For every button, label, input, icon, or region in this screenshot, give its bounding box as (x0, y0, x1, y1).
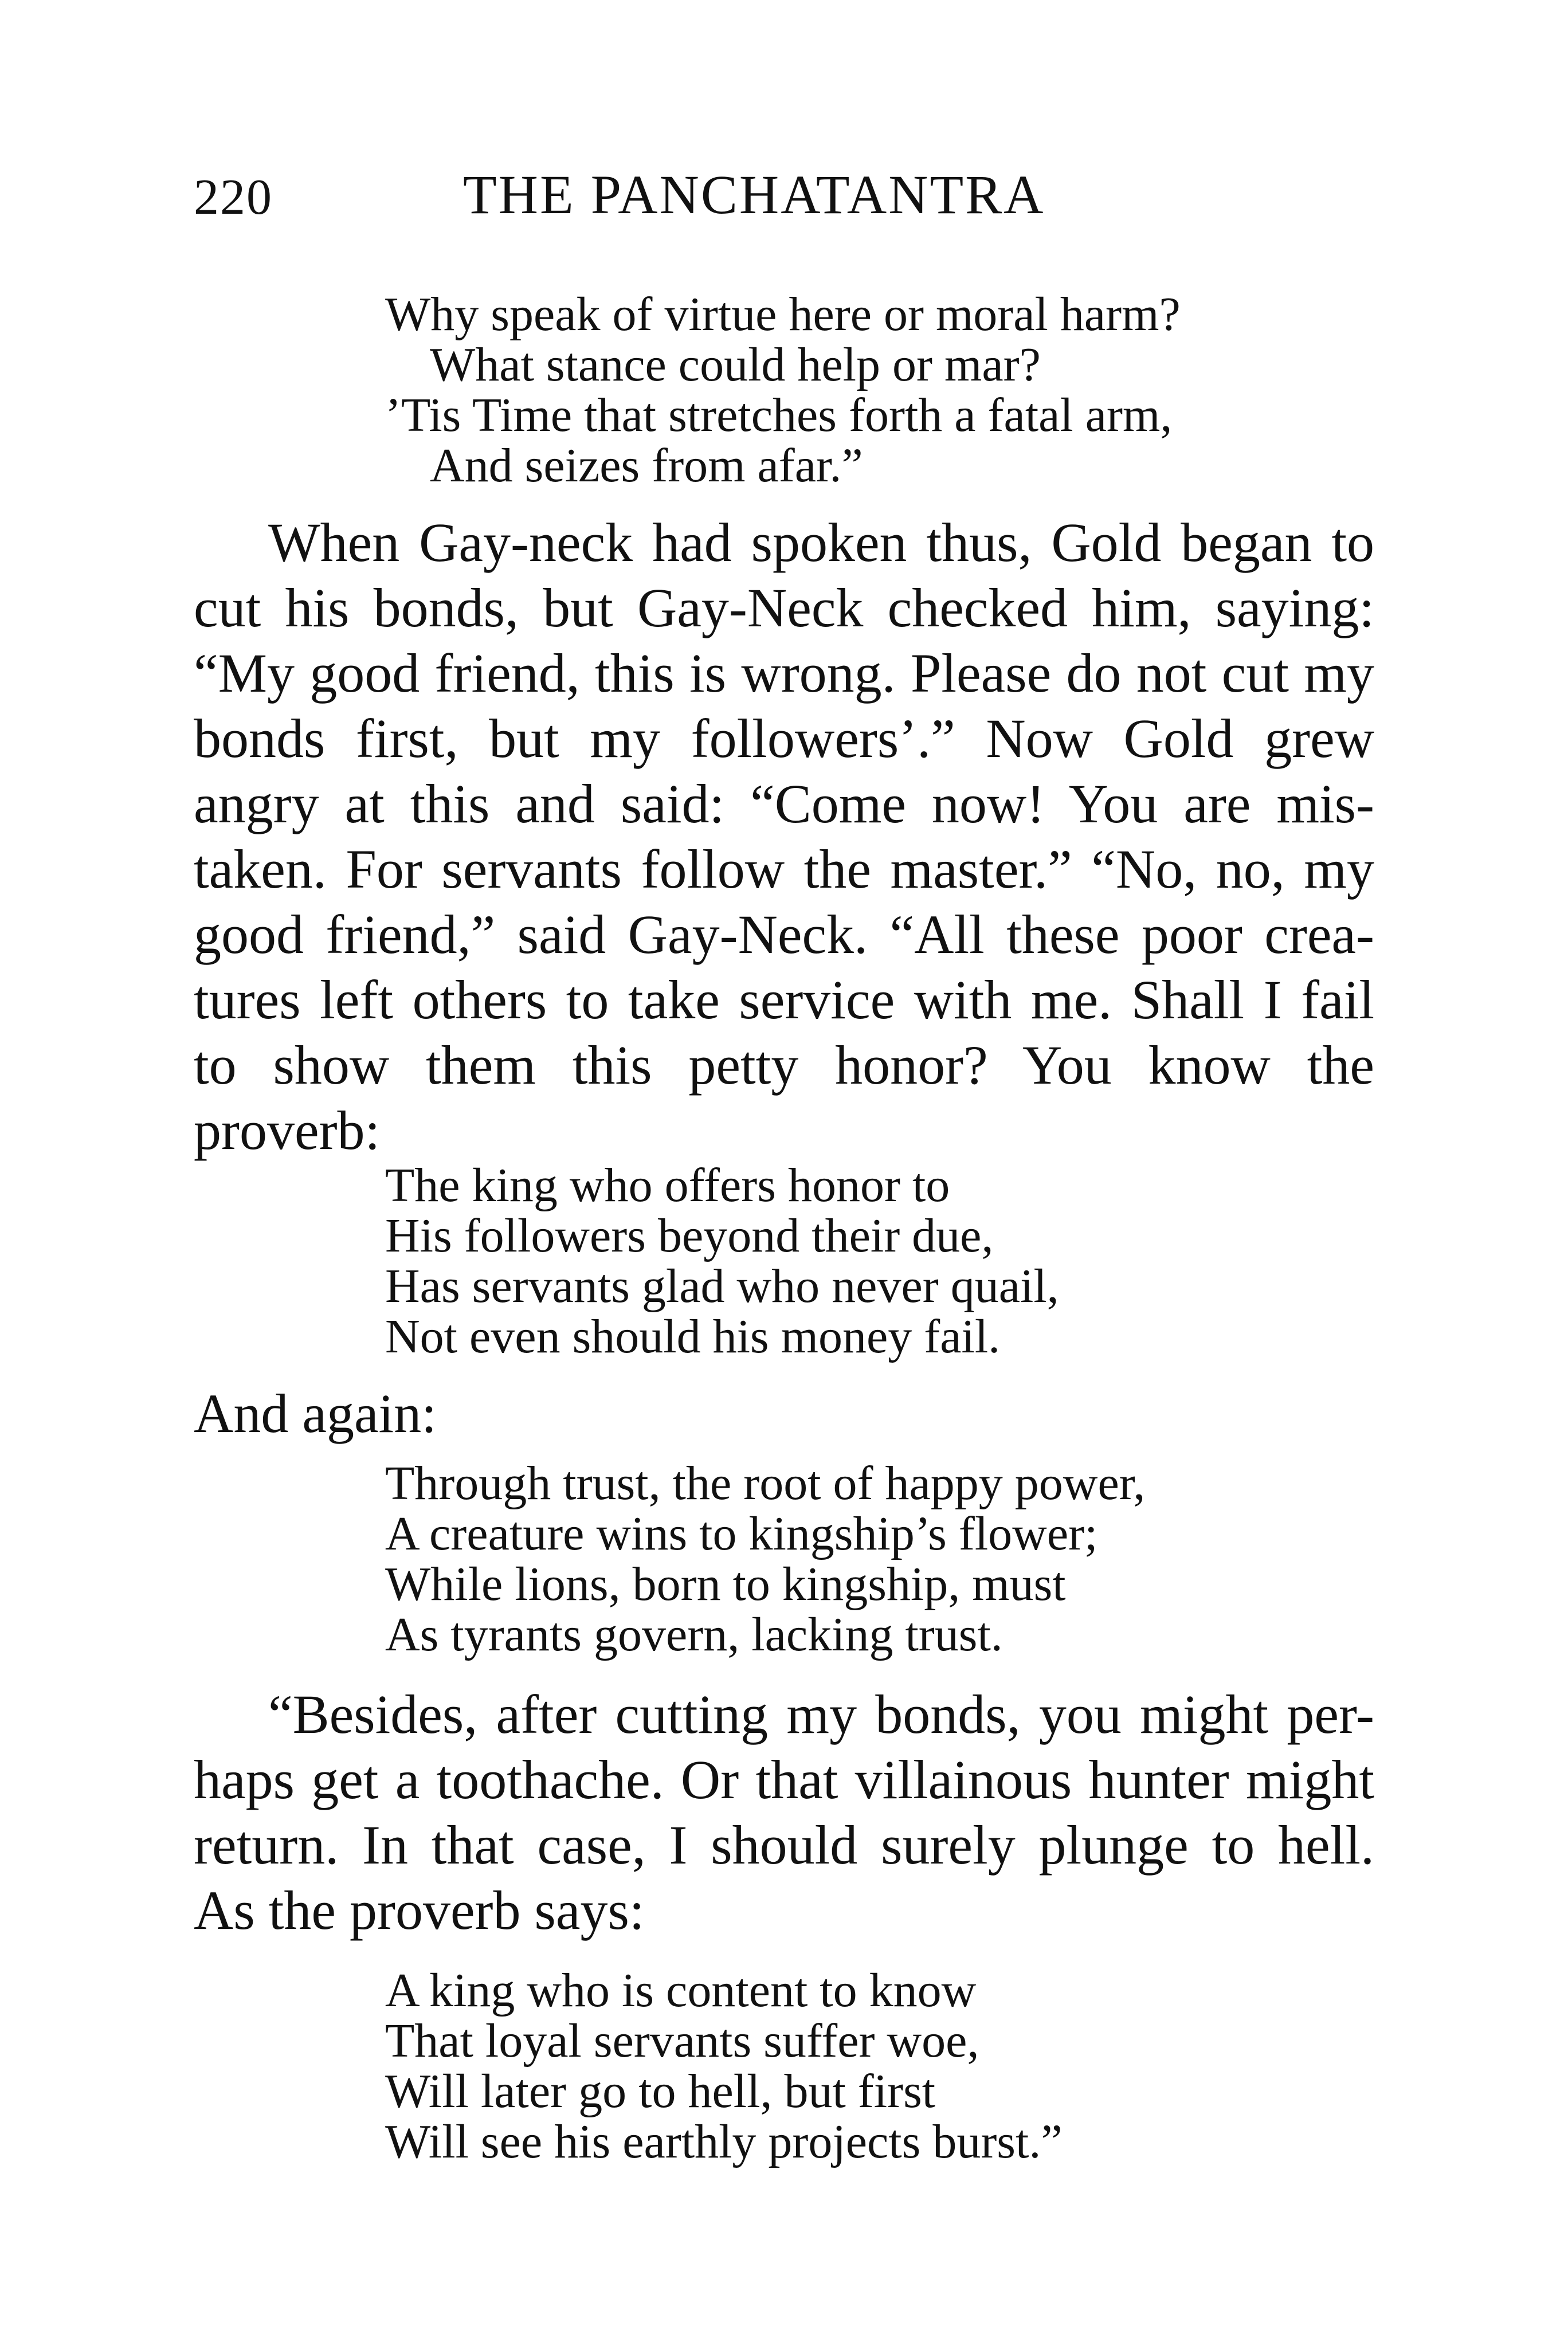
verse-line: ’Tis Time that stretches forth a fatal arm, (385, 389, 1173, 442)
prose-line: As the proverb says: (194, 1880, 645, 1941)
verse-line: A creature wins to kingship’s flower; (385, 1507, 1098, 1560)
verse-line: Through trust, the root of happy power, (385, 1457, 1146, 1510)
prose-line: “Besides, after cutting my bonds, you might per- (268, 1684, 1374, 1745)
page-number: 220 (194, 170, 273, 225)
verse-line: And seizes from afar.” (430, 439, 863, 492)
prose-paragraph-1 (194, 510, 1374, 1163)
prose-line: angry at this and said: “Come now! You are mis- (194, 773, 1374, 834)
verse-stanza-2 (385, 1160, 1059, 1362)
prose-line: return. In that case, I should surely plunge to hell. (194, 1814, 1374, 1876)
prose-line: haps get a toothache. Or that villainous hunter might (194, 1749, 1374, 1810)
page-header (194, 155, 1374, 235)
prose-line: “My good friend, this is wrong. Please do not cut my (194, 642, 1374, 704)
verse-line: While lions, born to kingship, must (385, 1558, 1066, 1611)
verse-line: Why speak of virtue here or moral harm? (385, 288, 1181, 341)
prose-line: tures left others to take service with me. Shall I fail (194, 969, 1374, 1030)
prose-line: good friend,” said Gay-Neck. “All these poor crea- (194, 904, 1374, 965)
prose-line: bonds first, but my followers’.” Now Gold grew (194, 708, 1374, 769)
verse-line: Will later go to hell, but first (385, 2065, 936, 2118)
prose-paragraph-2 (194, 1682, 1374, 1943)
verse-stanza-4 (385, 1966, 1063, 2167)
verse-line: A king who is content to know (385, 1964, 977, 2017)
prose-line: taken. For servants follow the master.” “No, no, my (194, 838, 1374, 900)
prose-line: proverb: (194, 1100, 381, 1161)
running-title: THE PANCHATANTRA (463, 164, 1045, 225)
verse-stanza-1 (385, 289, 1181, 491)
prose-line: to show them this petty honor? You know the (194, 1034, 1374, 1096)
verse-line: His followers beyond their due, (385, 1209, 994, 1262)
verse-line: That loyal servants suffer woe, (385, 2014, 979, 2068)
prose-line: When Gay-neck had spoken thus, Gold began to (268, 512, 1374, 573)
verse-line: The king who offers honor to (385, 1159, 950, 1212)
verse-stanza-3 (385, 1458, 1145, 1660)
verse-line: What stance could help or mar? (430, 338, 1041, 391)
verse-line: Not even should his money fail. (385, 1310, 1001, 1363)
verse-line: Will see his earthly projects burst.” (385, 2115, 1063, 2168)
verse-line: As tyrants govern, lacking trust. (385, 1608, 1003, 1661)
and-again-line: And again: (194, 1383, 437, 1444)
verse-line: Has servants glad who never quail, (385, 1260, 1059, 1313)
prose-line: cut his bonds, but Gay-Neck checked him, saying: (194, 577, 1374, 638)
